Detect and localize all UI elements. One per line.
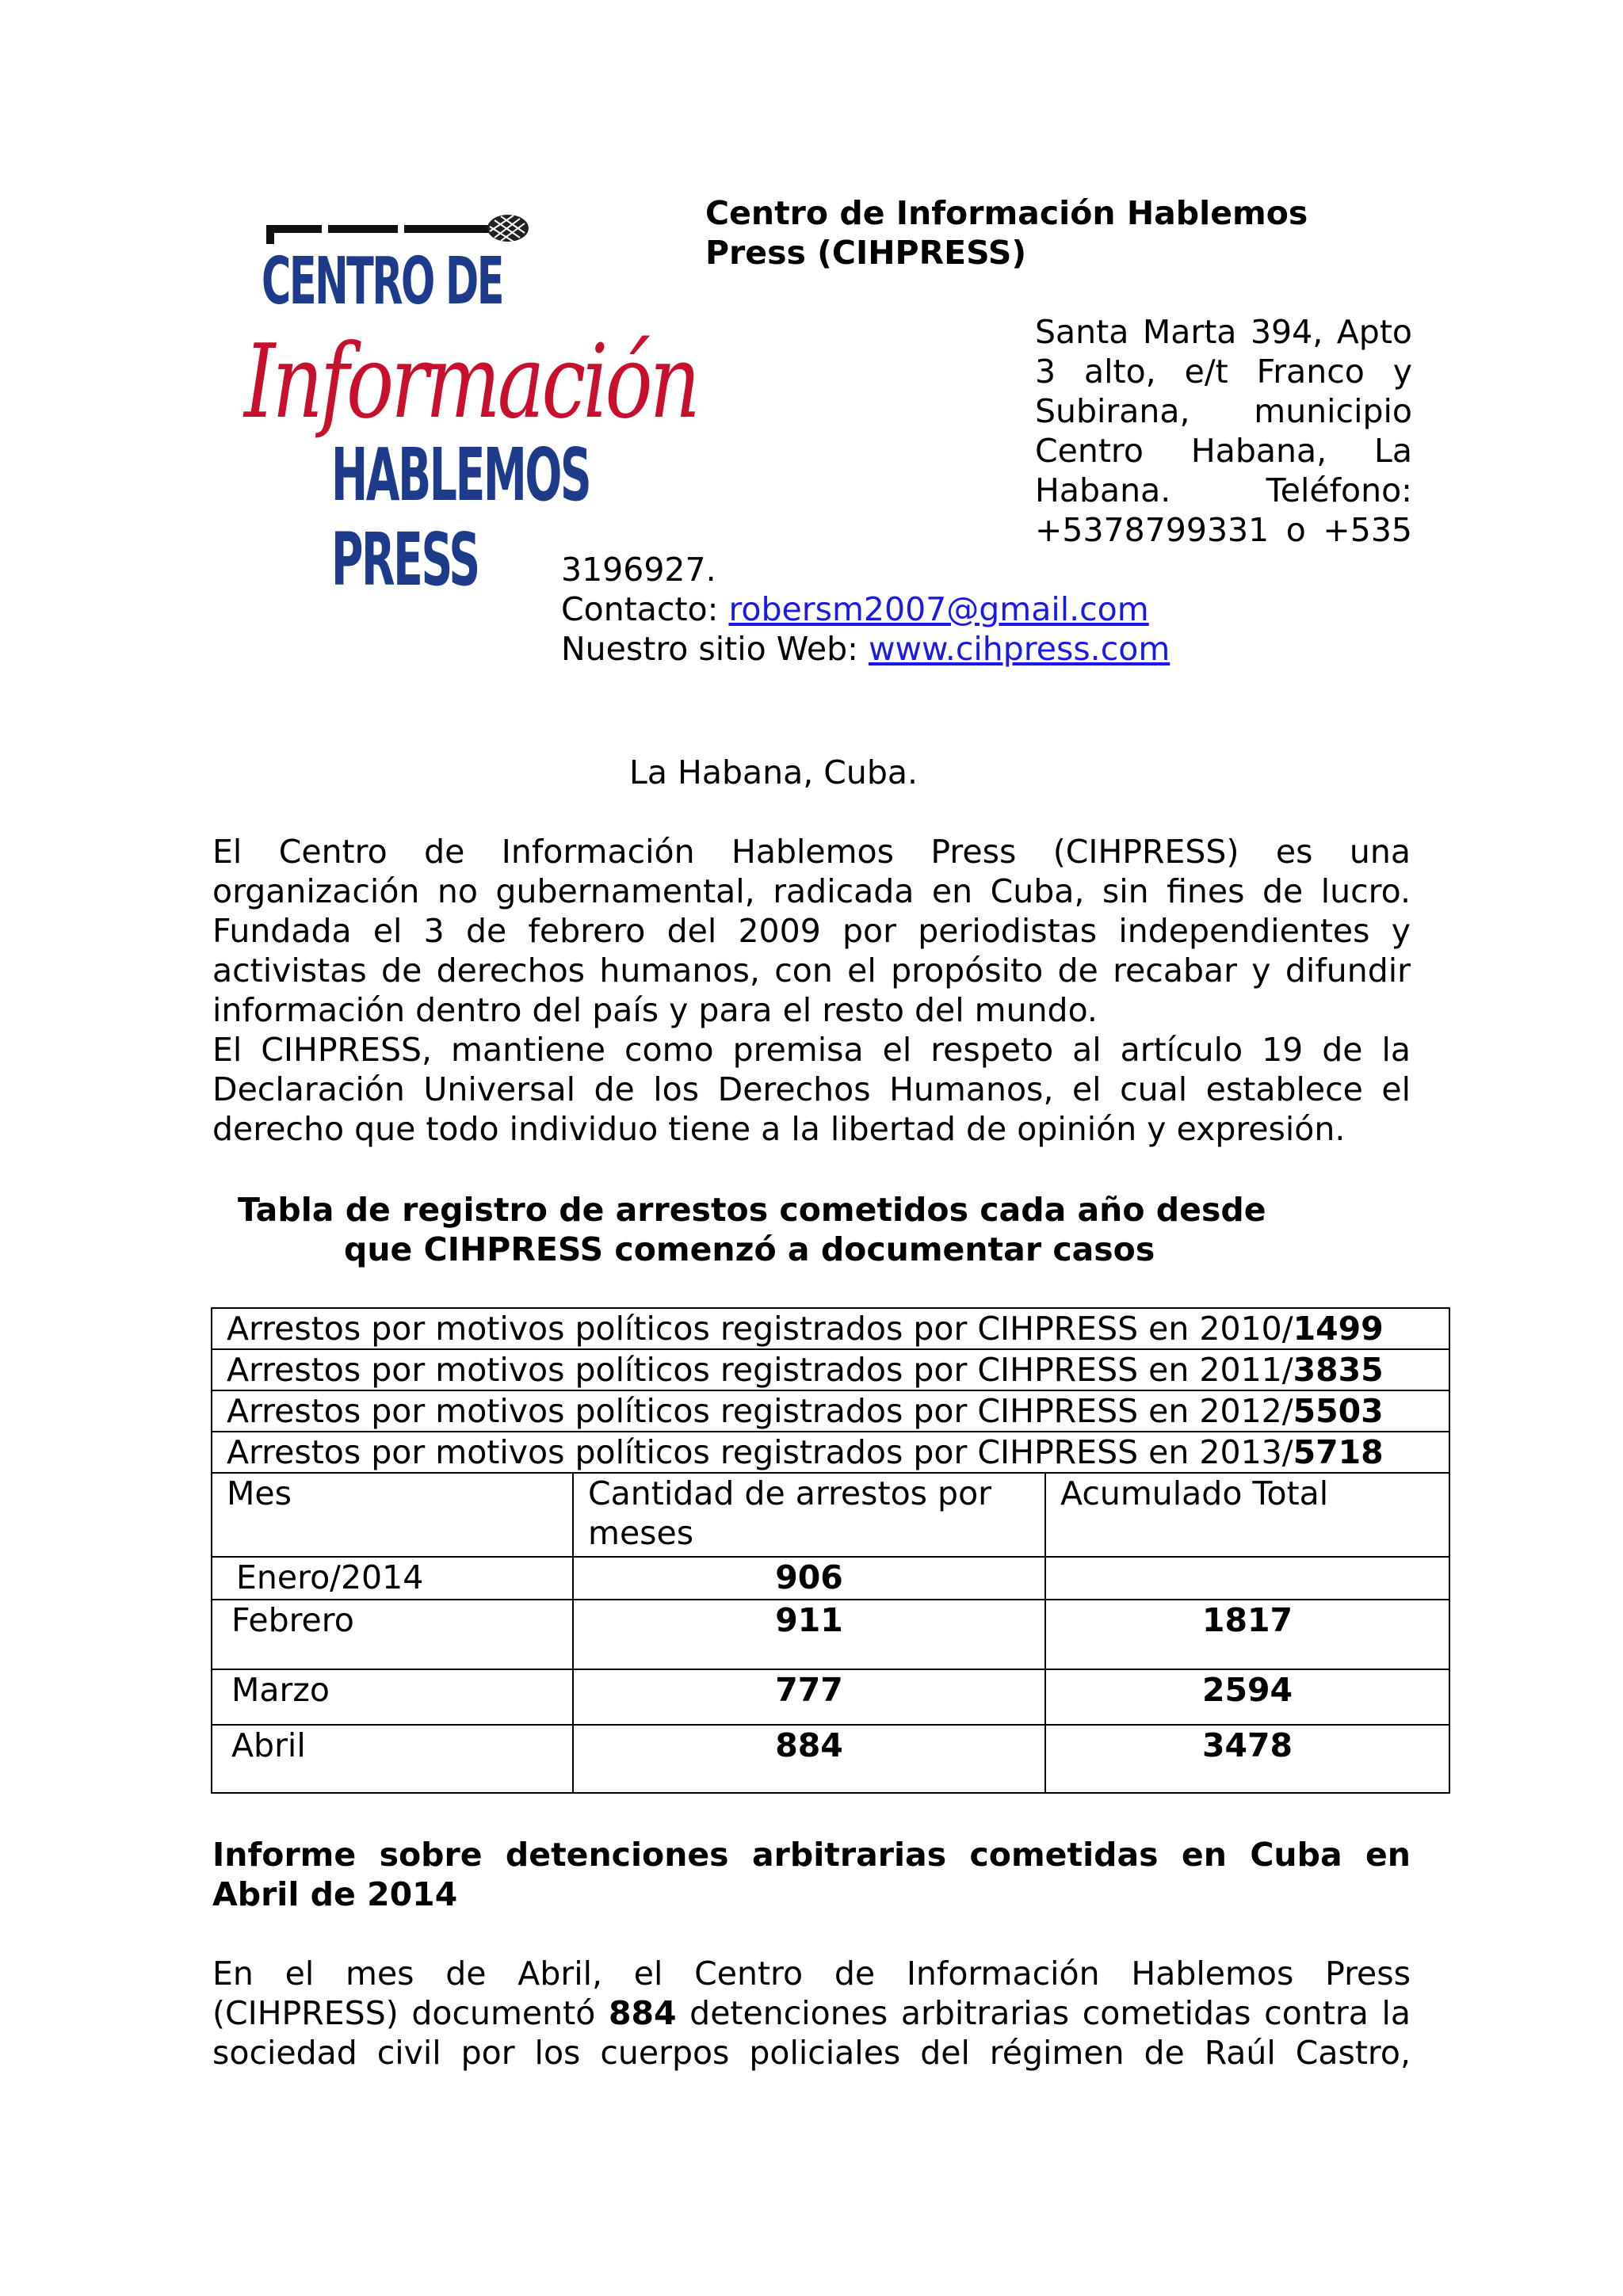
logo-text-hablemos-press: HABLEMOS PRESS bbox=[331, 433, 590, 602]
total-cell: 1817 bbox=[1045, 1600, 1449, 1669]
yearly-cell: Arrestos por motivos políticos registrados por CIHPRESS en 2012/5503 bbox=[212, 1390, 1449, 1432]
yearly-value: 1499 bbox=[1293, 1310, 1384, 1348]
yearly-cell: Arrestos por motivos políticos registrados por CIHPRESS en 2011/3835 bbox=[212, 1349, 1449, 1390]
contact-line: Contacto: robersm2007@gmail.com bbox=[561, 590, 1149, 628]
address: Santa Marta 394, Apto 3 alto, e/t Franco y Subirana, municipio Centro Habana, La Habana. Teléfono: +5378799331 o +535 bbox=[1035, 313, 1412, 549]
total-cell: 2594 bbox=[1045, 1669, 1449, 1725]
table-row bbox=[212, 1669, 1449, 1725]
table-title-line-1: Tabla de registro de arrestos cometidos cada año desde bbox=[238, 1191, 1266, 1229]
header-acumulado: Acumulado Total bbox=[1045, 1473, 1449, 1557]
intro-paragraph: El Centro de Información Hablemos Press (CIHPRESS) es una organización no gubernamental, radicada en Cuba, sin fines de lucro. Fundada el 3 de febrero del 2009 por periodistas independientes y activistas de derechos humanos, con el propósito de recabar y difundir información dentro del país y para el resto del mundo. bbox=[212, 833, 1411, 1029]
logo-text-centro-de: CENTRO DE bbox=[262, 244, 502, 319]
microphone-icon bbox=[266, 212, 544, 244]
count-cell: 777 bbox=[573, 1669, 1045, 1725]
table-row bbox=[212, 1349, 1449, 1390]
yearly-value: 5718 bbox=[1293, 1433, 1384, 1471]
contact-email-link[interactable]: robersm2007@gmail.com bbox=[728, 590, 1149, 628]
table-row bbox=[212, 1600, 1449, 1669]
location: La Habana, Cuba. bbox=[629, 753, 918, 791]
table-row bbox=[212, 1725, 1449, 1793]
table-row bbox=[212, 1557, 1449, 1600]
month-cell: Abril bbox=[212, 1725, 573, 1793]
report-count: 884 bbox=[608, 1994, 677, 2032]
count-cell: 906 bbox=[573, 1557, 1045, 1600]
report-title: Informe sobre detenciones arbitrarias cometidas en Cuba en Abril de 2014 bbox=[212, 1836, 1411, 1913]
table-row bbox=[212, 1432, 1449, 1473]
logo-text-informacion: Información bbox=[244, 323, 698, 441]
org-name: Centro de Información Hablemos Press (CIHPRESS) bbox=[705, 194, 1308, 272]
website-link[interactable]: www.cihpress.com bbox=[868, 630, 1170, 668]
table-row bbox=[212, 1308, 1449, 1349]
arrests-table bbox=[211, 1307, 1450, 1794]
yearly-value: 3835 bbox=[1293, 1351, 1384, 1389]
header-mes: Mes bbox=[212, 1473, 573, 1557]
intro-paragraph-2: El CIHPRESS, mantiene como premisa el respeto al artículo 19 de la Declaración Universal de los Derechos Humanos, el cual establece el derecho que todo individuo tiene a la libertad de opinión y expresión. bbox=[212, 1031, 1411, 1148]
month-cell: Enero/2014 bbox=[212, 1557, 573, 1600]
phone-continuation: 3196927. bbox=[561, 551, 716, 589]
month-cell: Febrero bbox=[212, 1600, 573, 1669]
header-cantidad: Cantidad de arrestos por meses bbox=[573, 1473, 1045, 1557]
yearly-cell: Arrestos por motivos políticos registrados por CIHPRESS en 2010/1499 bbox=[212, 1308, 1449, 1349]
table-title-line-2: que CIHPRESS comenzó a documentar casos bbox=[344, 1230, 1155, 1268]
total-cell bbox=[1045, 1557, 1449, 1600]
count-cell: 884 bbox=[573, 1725, 1045, 1793]
yearly-cell: Arrestos por motivos políticos registrados por CIHPRESS en 2013/5718 bbox=[212, 1432, 1449, 1473]
table-row bbox=[212, 1390, 1449, 1432]
yearly-value: 5503 bbox=[1293, 1392, 1384, 1430]
total-cell: 3478 bbox=[1045, 1725, 1449, 1793]
contact-block bbox=[561, 550, 1170, 669]
report-paragraph: En el mes de Abril, el Centro de Información Hablemos Press (CIHPRESS) documentó 884 detenciones arbitrarias cometidas contra la sociedad civil por los cuerpos policiales del régimen de Raúl Castro, bbox=[212, 1955, 1411, 2072]
web-line: Nuestro sitio Web: www.cihpress.com bbox=[561, 630, 1170, 668]
table-header-row bbox=[212, 1473, 1449, 1557]
count-cell: 911 bbox=[573, 1600, 1045, 1669]
month-cell: Marzo bbox=[212, 1669, 573, 1725]
